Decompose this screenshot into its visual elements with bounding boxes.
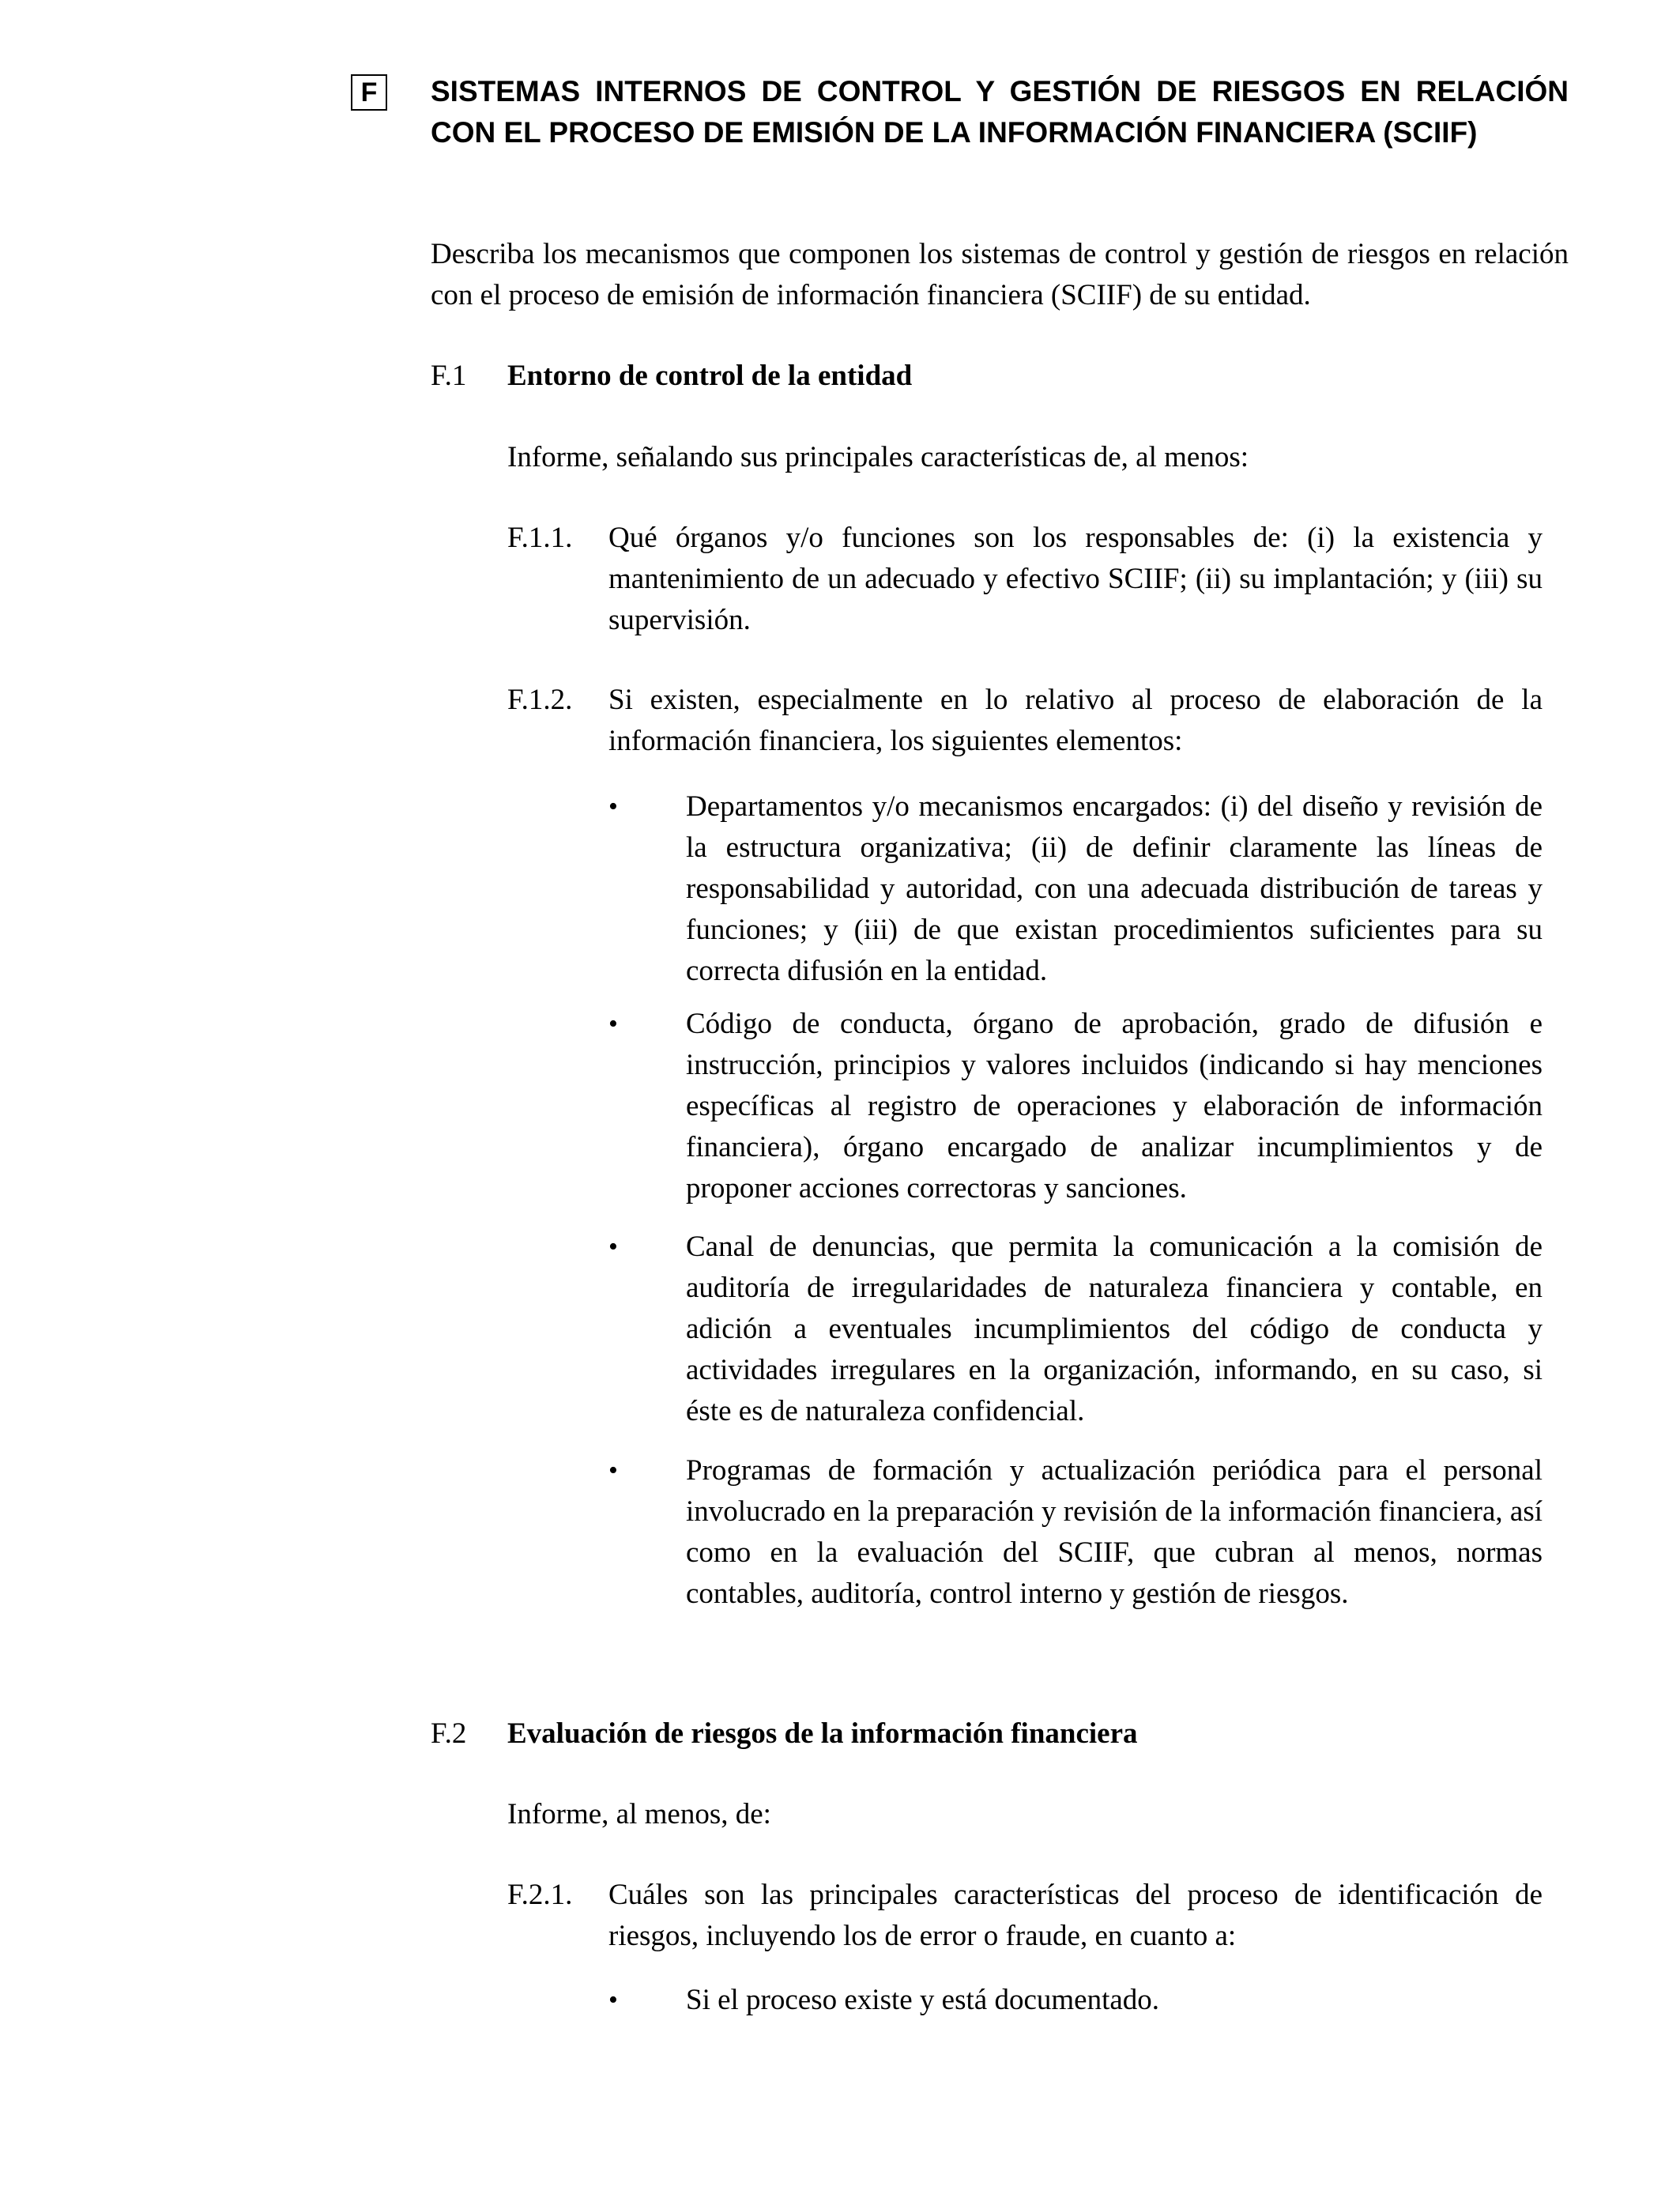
- f1-2-number: F.1.2.: [507, 684, 573, 716]
- f1-title: Entorno de control de la entidad: [507, 360, 913, 392]
- f1-1-number: F.1.1.: [507, 522, 573, 554]
- bullet-marker: •: [608, 1456, 618, 1485]
- f1-intro: Informe, señalando sus principales características de, al menos:: [507, 441, 1249, 473]
- f1-1-text: Qué órganos y/o funciones son los responsables de: (i) la existencia y mantenimiento de un adecuado y efectivo SCIIF; (ii) su implantación; y (iii) su supervisión.: [608, 522, 1543, 636]
- section-letter-box: F: [351, 74, 387, 111]
- f2-title: Evaluación de riesgos de la información financiera: [507, 1717, 1138, 1750]
- section-intro: Describa los mecanismos que componen los sistemas de control y gestión de riesgos en relación con el proceso de emisión de información financiera (SCIIF) de su entidad.: [431, 238, 1569, 311]
- f1-number: F.1: [431, 360, 467, 392]
- f2-1-number: F.2.1.: [507, 1879, 573, 1911]
- section-title: SISTEMAS INTERNOS DE CONTROL Y GESTIÓN DE RIESGOS EN RELACIÓN CON EL PROCESO DE EMISIÓN DE LA INFORMACIÓN FINANCIERA (SCIIF): [431, 75, 1569, 149]
- f1-bullet-1: Departamentos y/o mecanismos encargados: (i) del diseño y revisión de la estructura organizativa; (ii) de definir claramente las líneas de responsabilidad y autoridad, con una adecuada distribución de tareas y funciones; y (iii) de que existan procedimientos suficientes para su correcta difusión en la entidad.: [686, 790, 1543, 987]
- f2-intro: Informe, al menos, de:: [507, 1798, 771, 1830]
- f2-number: F.2: [431, 1717, 467, 1750]
- bullet-marker: •: [608, 792, 618, 821]
- f1-bullet-3: Canal de denuncias, que permita la comunicación a la comisión de auditoría de irregularidades de naturaleza financiera y contable, en adición a eventuales incumplimientos del código de conducta y actividades irregulares en la organización, informando, en su caso, si éste es de naturaleza confidencial.: [686, 1231, 1543, 1427]
- f1-2-text: Si existen, especialmente en lo relativo al proceso de elaboración de la información financiera, los siguientes elementos:: [608, 684, 1543, 757]
- bullet-marker: •: [608, 1232, 618, 1261]
- f2-1-text: Cuáles son las principales características del proceso de identificación de riesgos, incluyendo los de error o fraude, en cuanto a:: [608, 1879, 1543, 1952]
- bullet-marker: •: [608, 1009, 618, 1039]
- f2-bullet-1: Si el proceso existe y está documentado.: [686, 1984, 1160, 2016]
- f1-bullet-2: Código de conducta, órgano de aprobación, grado de difusión e instrucción, principios y valores incluidos (indicando si hay menciones específicas al registro de operaciones y elaboración de información financiera), órgano encargado de analizar incumplimientos y de proponer acciones correctoras y sanciones.: [686, 1008, 1543, 1204]
- f1-bullet-4: Programas de formación y actualización periódica para el personal involucrado en la preparación y revisión de la información financiera, así como en la evaluación del SCIIF, que cubran al menos, normas contables, auditoría, control interno y gestión de riesgos.: [686, 1454, 1543, 1610]
- bullet-marker: •: [608, 1985, 618, 2015]
